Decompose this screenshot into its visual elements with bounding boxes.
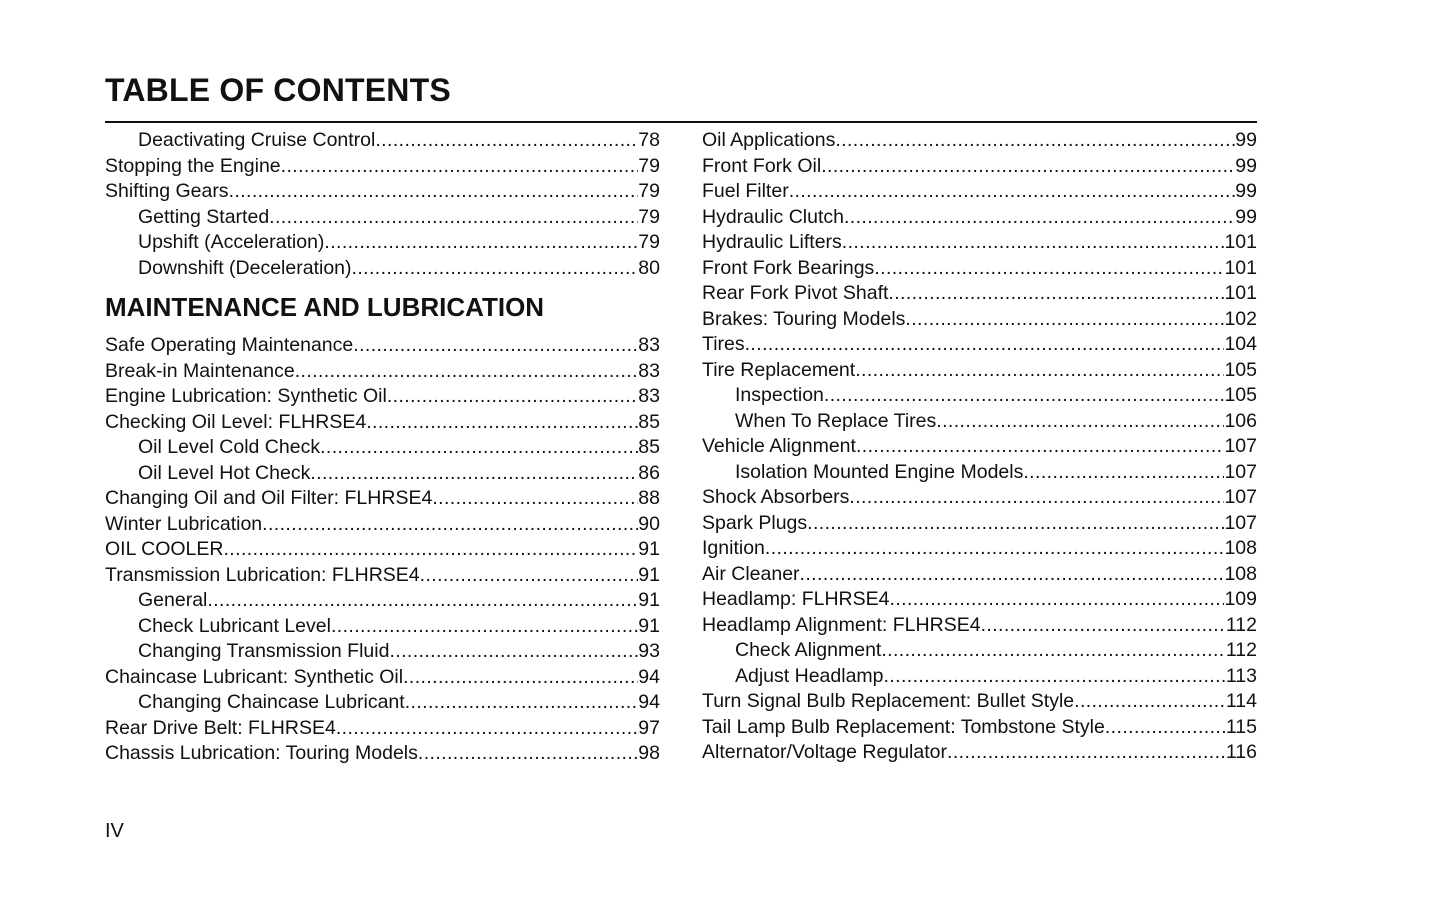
toc-entry-title: Chaincase Lubricant: Synthetic Oil xyxy=(105,665,404,688)
dot-leader xyxy=(789,179,1236,205)
toc-entry-page: 99 xyxy=(1235,129,1257,151)
toc-entry-title: Tail Lamp Bulb Replacement: Tombstone Style xyxy=(702,715,1105,738)
toc-entry-title: Headlamp Alignment: FLHRSE4 xyxy=(702,613,981,636)
toc-entry[interactable] xyxy=(105,512,660,538)
toc-entry-page: 101 xyxy=(1224,231,1257,253)
toc-entry[interactable] xyxy=(702,638,1257,664)
dot-leader xyxy=(403,665,638,691)
toc-entry[interactable] xyxy=(105,179,660,205)
dot-leader xyxy=(745,332,1225,358)
toc-entry-page: 85 xyxy=(638,410,660,433)
toc-entry[interactable] xyxy=(702,332,1257,358)
page-number: IV xyxy=(105,820,124,842)
toc-entry-page: 99 xyxy=(1235,205,1257,228)
toc-entry[interactable] xyxy=(702,587,1257,613)
dot-leader xyxy=(981,613,1226,639)
toc-entry-title: Winter Lubrication xyxy=(105,512,263,535)
dot-leader xyxy=(229,179,639,205)
toc-entry-page: 113 xyxy=(1225,664,1257,687)
toc-entry-title: Rear Fork Pivot Shaft xyxy=(702,282,889,304)
dot-leader xyxy=(295,359,639,385)
dot-leader xyxy=(389,639,638,665)
toc-right-column xyxy=(702,128,1257,766)
toc-entry[interactable] xyxy=(702,383,1257,409)
toc-entry-page: 98 xyxy=(638,742,660,764)
dot-leader xyxy=(324,230,638,256)
toc-entry-page: 88 xyxy=(638,487,660,509)
toc-entry-title: Upshift (Acceleration) xyxy=(138,231,325,253)
toc-left-bottom-list xyxy=(105,333,660,767)
dot-leader xyxy=(800,562,1225,588)
toc-entry-page: 112 xyxy=(1225,639,1257,661)
toc-entry-page: 79 xyxy=(638,231,660,253)
dot-leader xyxy=(824,383,1225,409)
dot-leader xyxy=(353,333,638,359)
dot-leader xyxy=(352,256,639,282)
toc-entry-page: 83 xyxy=(638,334,660,356)
toc-entry[interactable] xyxy=(702,230,1257,256)
toc-entry-title: Shock Absorbers xyxy=(702,486,850,508)
toc-entry-title: OIL COOLER xyxy=(105,538,224,560)
dot-leader xyxy=(1105,715,1226,741)
dot-leader xyxy=(366,410,638,436)
toc-entry[interactable] xyxy=(105,716,660,742)
dot-leader xyxy=(331,614,638,640)
dot-leader xyxy=(207,588,638,614)
toc-entry-title: Isolation Mounted Engine Models xyxy=(735,460,1024,483)
dot-leader xyxy=(842,230,1225,256)
toc-entry-title: Engine Lubrication: Synthetic Oil xyxy=(105,385,387,407)
toc-entry[interactable] xyxy=(702,460,1257,486)
toc-right-list xyxy=(702,128,1257,766)
toc-entry-page: 105 xyxy=(1224,384,1257,406)
toc-entry-title: Changing Oil and Oil Filter: FLHRSE4 xyxy=(105,487,433,509)
dot-leader xyxy=(418,741,638,767)
toc-entry-title: Fuel Filter xyxy=(702,180,789,202)
toc-entry[interactable] xyxy=(702,664,1257,690)
toc-entry-title: Tire Replacement xyxy=(702,358,856,381)
toc-entry-title: Deactivating Cruise Control xyxy=(138,129,376,151)
dot-leader xyxy=(269,205,638,231)
toc-entry-title: Chassis Lubrication: Touring Models xyxy=(105,742,418,764)
toc-entry-page: 83 xyxy=(638,359,660,382)
dot-leader xyxy=(849,485,1224,511)
toc-entry-title: Vehicle Alignment xyxy=(702,435,856,457)
toc-entry-page: 94 xyxy=(638,691,660,713)
toc-entry-page: 116 xyxy=(1225,741,1257,763)
dot-leader xyxy=(890,587,1225,613)
toc-entry[interactable] xyxy=(105,256,660,282)
dot-leader xyxy=(336,716,638,742)
toc-entry-page: 99 xyxy=(1235,180,1257,202)
dot-leader xyxy=(881,638,1226,664)
toc-entry[interactable] xyxy=(105,639,660,665)
toc-entry[interactable] xyxy=(105,563,660,589)
toc-entry-page: 79 xyxy=(638,205,660,228)
toc-entry[interactable] xyxy=(105,333,660,359)
toc-entry-title: Front Fork Bearings xyxy=(702,256,875,279)
toc-entry[interactable] xyxy=(105,435,660,461)
toc-entry[interactable] xyxy=(105,205,660,231)
title-divider xyxy=(105,121,1257,123)
toc-entry-page: 114 xyxy=(1225,690,1257,712)
toc-entry-title: General xyxy=(138,589,208,611)
toc-entry-title: Getting Started xyxy=(138,205,270,228)
toc-entry-title: Hydraulic Lifters xyxy=(702,231,842,253)
toc-entry-title: Check Alignment xyxy=(735,639,882,661)
toc-entry[interactable] xyxy=(702,562,1257,588)
dot-leader xyxy=(855,358,1224,384)
toc-entry-page: 107 xyxy=(1224,460,1257,483)
dot-leader xyxy=(1074,689,1226,715)
toc-entry-page: 107 xyxy=(1224,511,1257,534)
toc-entry-page: 91 xyxy=(638,563,660,586)
toc-entry-title: Changing Transmission Fluid xyxy=(138,640,390,662)
dot-leader xyxy=(310,461,638,487)
dot-leader xyxy=(281,154,639,180)
toc-entry-page: 107 xyxy=(1224,435,1257,457)
toc-entry[interactable] xyxy=(702,307,1257,333)
toc-entry[interactable] xyxy=(105,665,660,691)
toc-entry-title: Brakes: Touring Models xyxy=(702,307,906,330)
dot-leader xyxy=(223,537,638,563)
toc-entry[interactable] xyxy=(702,281,1257,307)
dot-leader xyxy=(884,664,1226,690)
toc-entry-title: When To Replace Tires xyxy=(735,409,937,432)
toc-entry-page: 80 xyxy=(638,256,660,279)
toc-entry[interactable] xyxy=(702,485,1257,511)
dot-leader xyxy=(765,536,1225,562)
toc-entry-title: Adjust Headlamp xyxy=(735,664,884,687)
toc-entry-page: 112 xyxy=(1225,613,1257,636)
toc-entry-title: Tires xyxy=(702,333,745,355)
dot-leader xyxy=(320,435,638,461)
toc-entry[interactable] xyxy=(702,179,1257,205)
toc-entry-page: 108 xyxy=(1224,562,1257,585)
toc-entry-page: 108 xyxy=(1224,537,1257,559)
toc-entry[interactable] xyxy=(702,613,1257,639)
toc-entry[interactable] xyxy=(105,128,660,154)
toc-entry[interactable] xyxy=(105,741,660,767)
toc-entry[interactable] xyxy=(702,715,1257,741)
toc-left-top-list xyxy=(105,128,660,281)
toc-entry[interactable] xyxy=(105,461,660,487)
toc-entry-page: 106 xyxy=(1224,409,1257,432)
toc-left-column xyxy=(105,128,660,767)
toc-entry-page: 101 xyxy=(1224,256,1257,279)
dot-leader xyxy=(905,307,1224,333)
toc-entry-page: 109 xyxy=(1224,588,1257,610)
toc-entry-title: Rear Drive Belt: FLHRSE4 xyxy=(105,716,336,739)
dot-leader xyxy=(936,409,1224,435)
dot-leader xyxy=(405,690,639,716)
toc-entry-page: 91 xyxy=(638,589,660,611)
toc-entry[interactable] xyxy=(105,690,660,716)
toc-entry-title: Transmission Lubrication: FLHRSE4 xyxy=(105,563,420,586)
toc-entry[interactable] xyxy=(702,409,1257,435)
toc-entry-title: Alternator/Voltage Regulator xyxy=(702,741,947,763)
page-title: TABLE OF CONTENTS xyxy=(105,72,451,108)
toc-entry-title: Turn Signal Bulb Replacement: Bullet Style xyxy=(702,690,1075,712)
toc-entry-page: 91 xyxy=(638,538,660,560)
dot-leader xyxy=(947,740,1226,766)
dot-leader xyxy=(262,512,638,538)
dot-leader xyxy=(874,256,1224,282)
dot-leader xyxy=(432,486,638,512)
dot-leader xyxy=(856,434,1225,460)
toc-entry[interactable] xyxy=(105,154,660,180)
toc-entry-title: Safe Operating Maintenance xyxy=(105,334,354,356)
toc-entry-page: 91 xyxy=(638,614,660,637)
toc-entry[interactable] xyxy=(105,588,660,614)
toc-entry[interactable] xyxy=(702,154,1257,180)
toc-entry[interactable] xyxy=(105,410,660,436)
toc-entry[interactable] xyxy=(702,511,1257,537)
toc-entry-title: Hydraulic Clutch xyxy=(702,205,844,228)
toc-entry-title: Checking Oil Level: FLHRSE4 xyxy=(105,410,367,433)
toc-entry[interactable] xyxy=(702,358,1257,384)
toc-entry[interactable] xyxy=(702,536,1257,562)
toc-entry-title: Spark Plugs xyxy=(702,511,808,534)
toc-entry-title: Check Lubricant Level xyxy=(138,614,331,637)
toc-entry-page: 101 xyxy=(1224,282,1257,304)
toc-entry[interactable] xyxy=(105,486,660,512)
dot-leader xyxy=(1023,460,1224,486)
toc-entry[interactable] xyxy=(702,740,1257,766)
toc-entry-page: 99 xyxy=(1235,154,1257,177)
toc-entry[interactable] xyxy=(105,614,660,640)
dot-leader xyxy=(835,128,1235,154)
toc-entry-page: 90 xyxy=(638,512,660,535)
toc-entry-title: Shifting Gears xyxy=(105,180,229,202)
toc-entry-title: Break-in Maintenance xyxy=(105,359,295,382)
toc-entry-title: Stopping the Engine xyxy=(105,154,281,177)
dot-leader xyxy=(375,128,638,154)
dot-leader xyxy=(420,563,639,589)
toc-entry[interactable] xyxy=(702,205,1257,231)
toc-entry-page: 102 xyxy=(1224,307,1257,330)
toc-entry-title: Oil Applications xyxy=(702,129,836,151)
toc-entry[interactable] xyxy=(702,128,1257,154)
toc-entry-page: 86 xyxy=(638,461,660,484)
toc-entry-page: 104 xyxy=(1224,333,1257,355)
toc-entry-title: Changing Chaincase Lubricant xyxy=(138,691,405,713)
toc-entry-page: 94 xyxy=(638,665,660,688)
dot-leader xyxy=(387,384,638,410)
toc-entry-title: Front Fork Oil xyxy=(702,154,822,177)
dot-leader xyxy=(888,281,1224,307)
toc-entry[interactable] xyxy=(105,384,660,410)
toc-entry-page: 97 xyxy=(638,716,660,739)
toc-entry[interactable] xyxy=(702,689,1257,715)
dot-leader xyxy=(821,154,1235,180)
toc-entry-page: 107 xyxy=(1224,486,1257,508)
toc-entry-title: Air Cleaner xyxy=(702,562,800,585)
toc-entry[interactable] xyxy=(105,230,660,256)
section-heading: MAINTENANCE AND LUBRICATION xyxy=(105,292,545,322)
dot-leader xyxy=(807,511,1224,537)
toc-entry-page: 93 xyxy=(638,640,660,662)
toc-entry-page: 79 xyxy=(638,180,660,202)
toc-entry-page: 78 xyxy=(638,129,660,151)
toc-entry-title: Downshift (Deceleration) xyxy=(138,256,352,279)
dot-leader xyxy=(844,205,1235,231)
toc-entry-page: 83 xyxy=(638,385,660,407)
toc-entry-title: Oil Level Hot Check xyxy=(138,461,311,484)
toc-entry-title: Ignition xyxy=(702,537,765,559)
toc-entry-page: 105 xyxy=(1224,358,1257,381)
toc-entry-page: 79 xyxy=(638,154,660,177)
toc-entry-title: Headlamp: FLHRSE4 xyxy=(702,588,890,610)
toc-entry-title: Oil Level Cold Check xyxy=(138,436,321,458)
toc-entry-page: 115 xyxy=(1225,715,1257,738)
toc-entry[interactable] xyxy=(702,256,1257,282)
toc-entry-page: 85 xyxy=(638,436,660,458)
toc-entry[interactable] xyxy=(105,537,660,563)
toc-entry[interactable] xyxy=(702,434,1257,460)
toc-entry[interactable] xyxy=(105,359,660,385)
toc-entry-title: Inspection xyxy=(735,384,824,406)
